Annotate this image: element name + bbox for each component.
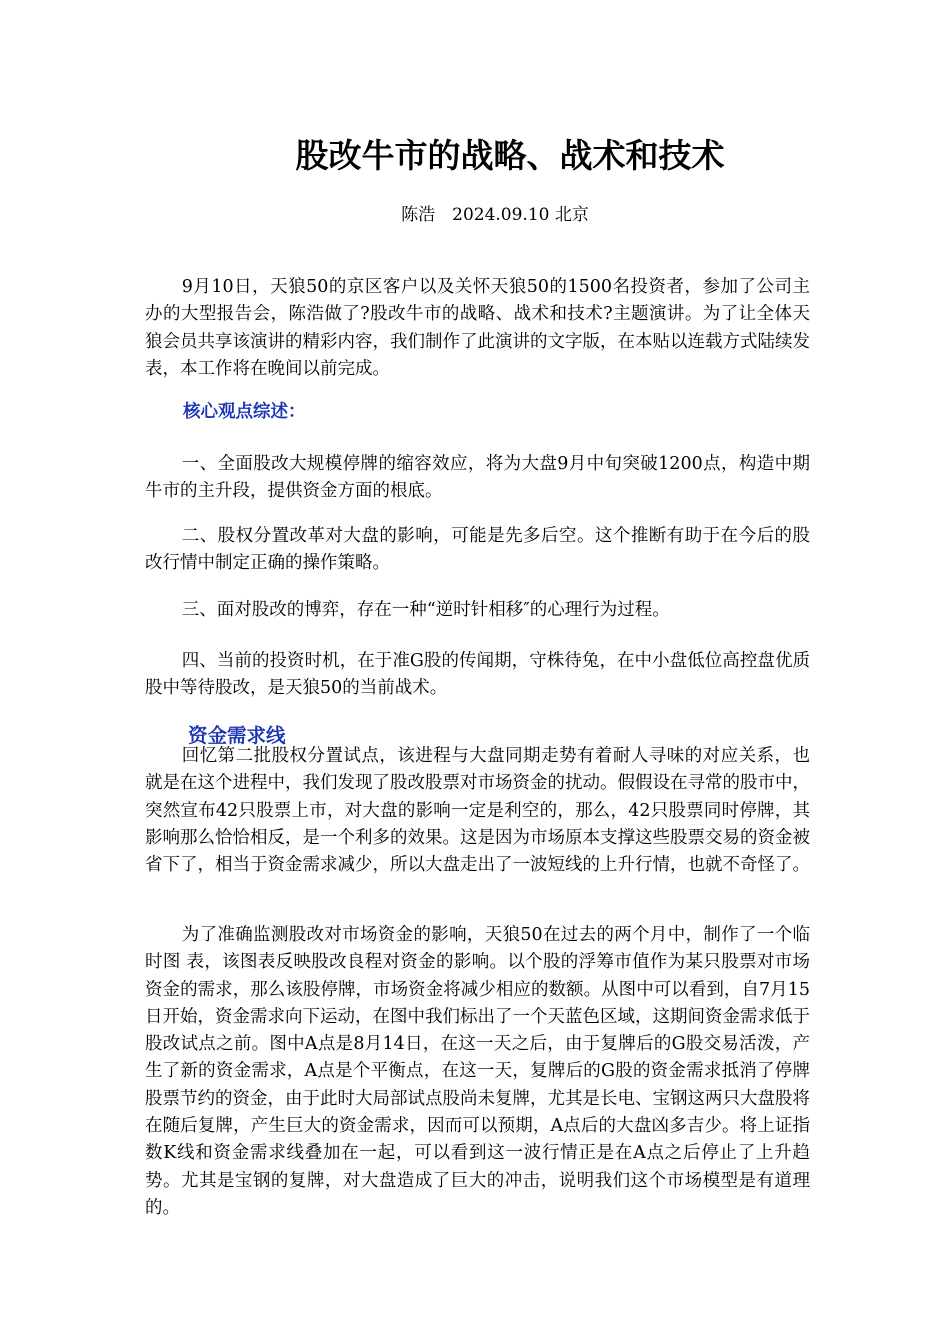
section-paragraph-2: 为了准确监测股改对市场资金的影响，天狼50在过去的两个月中，制作了一个临时图 表，该图表反映股改良程对资金的影响。以个股的浮筹市值作为某只股票对市场资金的需求，那么该股停牌，市场资金将减少相应的数额。从图中可以看到，自7月15日开始，资金需求向下运动，在图中我们标出了一个天蓝色区域，这期间资金需求低于股改试点之前。图中A点是8月14日，在这一天之后，由于复牌后的G股交易活泼，产生了新的资金需求，A点是个平衡点，在这一天，复牌后的G股的资金需求抵消了停牌股票节约的资金，由于此时大局部试点股尚未复牌，尤其是长电、宝钢这两只大盘股将在随后复牌，产生巨大的资金需求，因而可以预期，A点后的大盘凶多吉少。将上证指数K线和资金需求线叠加在一起，可以看到这一波行情正是在A点之后停止了上升趋势。尤其是宝钢的复牌，对大盘造成了巨大的冲击，说明我们这个市场模型是有道理的。 xyxy=(145,925,810,1218)
core-points-heading: 核心观点综述： xyxy=(183,402,306,422)
intro-paragraph-block xyxy=(145,274,810,383)
point-4: 四、当前的投资时机，在于准G股的传闻期，守株待兔，在中小盘低位高控盘优质股中等待股改，是天狼50的当前战术。 xyxy=(145,651,810,699)
section-paragraph-2-block xyxy=(145,922,810,1222)
point-2: 二、股权分置改革对大盘的影响，可能是先多后空。这个推断有助于在今后的股改行情中制定正确的操作策略。 xyxy=(145,526,810,574)
document-title: 股改牛市的战略、战术和技术 xyxy=(295,136,725,175)
point-1-block xyxy=(145,451,810,506)
point-3: 三、面对股改的博弈，存在一种“逆时针相移″的心理行为过程。 xyxy=(181,600,670,620)
point-1: 一、全面股改大规模停牌的缩容效应，将为大盘9月中旬突破1200点，构造中期牛市的主升段，提供资金方面的根底。 xyxy=(145,454,810,502)
point-2-block xyxy=(145,523,810,578)
intro-paragraph: 9月10日，天狼50的京区客户以及关怀天狼50的1500名投资者，参加了公司主办的大型报告会，陈浩做了?股改牛市的战略、战术和技术?主题演讲。为了让全体天狼会员共享该演讲的精彩内容，我们制作了此演讲的文字版，在本贴以连载方式陆续发表，本工作将在晚间以前完成。 xyxy=(145,277,810,379)
section-paragraph-1: 回忆第二批股权分置试点，该进程与大盘同期走势有着耐人寻味的对应关系，也就是在这个进程中，我们发现了股改股票对市场资金的扰动。假假设在寻常的股市中，突然宣布42只股票上市，对大盘的影响一定是利空的，那么，42只股票同时停牌，其影响那么恰恰相反，是一个利多的效果。这是因为市场原本支撑这些股票交易的资金被省下了，相当于资金需求减少，所以大盘走出了一波短线的上升行情，也就不奇怪了。 xyxy=(145,746,810,876)
section-heading: 资金需求线 xyxy=(188,724,286,747)
author-date-line: 陈浩 2024.09.10 北京 xyxy=(401,205,589,225)
point-4-block xyxy=(145,648,810,703)
point-3-block xyxy=(145,597,810,624)
section-paragraph-1-block xyxy=(145,743,810,879)
